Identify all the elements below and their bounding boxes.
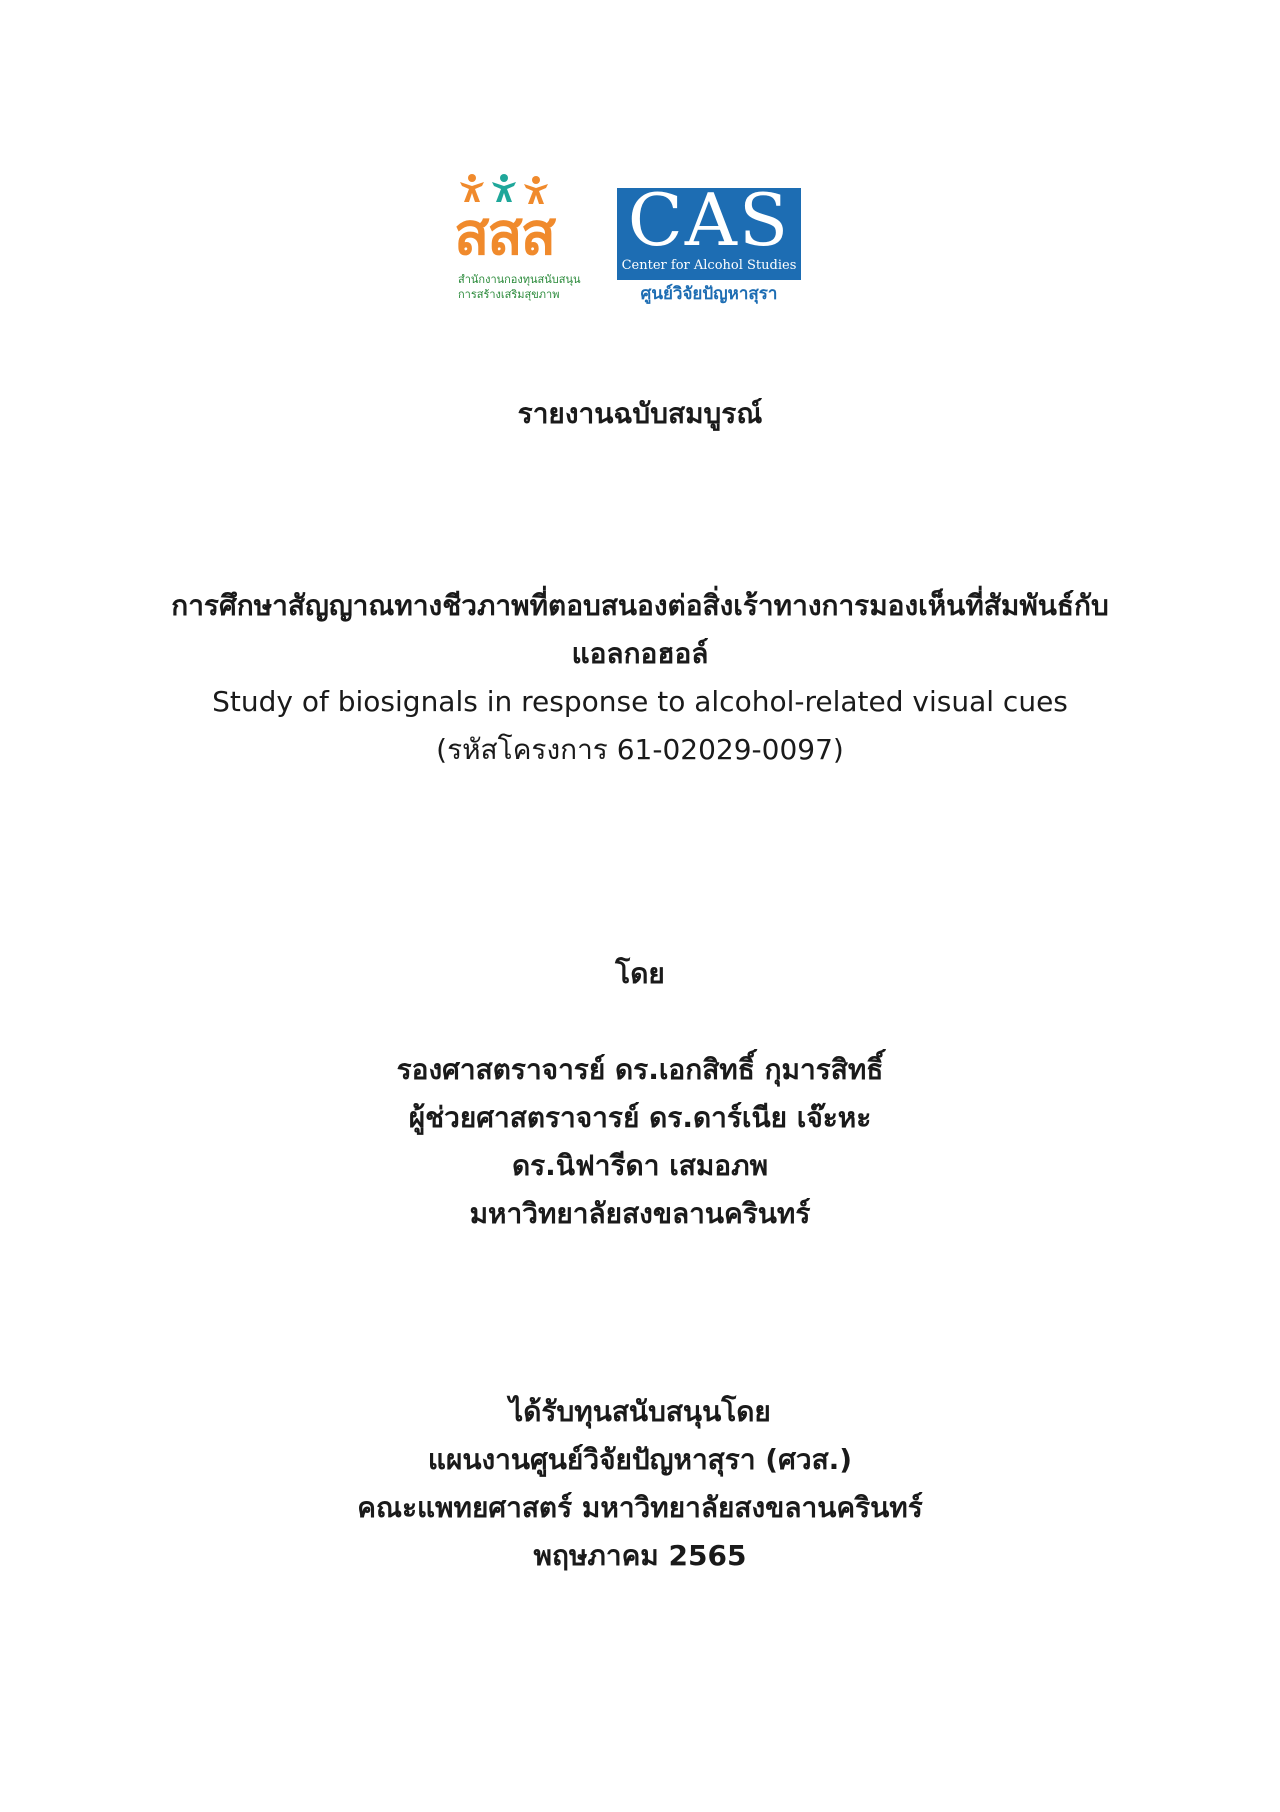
title-thai-line2: แอลกอฮอล์ — [571, 637, 709, 670]
sss-wordmark: สสส — [454, 200, 555, 268]
author-2: ผู้ช่วยศาสตราจารย์ ดร.ดาร์เนีย เจ๊ะหะ — [408, 1101, 872, 1134]
title-english: Study of biosignals in response to alcohol-related visual cues — [212, 685, 1068, 718]
project-code: (รหัสโครงการ 61-02029-0097) — [436, 733, 844, 766]
cas-thai-name: ศูนย์วิจัยปัญหาสุรา — [640, 284, 778, 304]
report-date: พฤษภาคม 2565 — [533, 1539, 747, 1572]
sss-logo — [452, 172, 602, 308]
funding-line1: แผนงานศูนย์วิจัยปัญหาสุรา (ศวส.) — [427, 1443, 853, 1476]
by-label: โดย — [615, 957, 665, 990]
funding-label: ได้รับทุนสนับสนุนโดย — [509, 1395, 771, 1428]
cas-english-name: Center for Alcohol Studies — [621, 258, 797, 273]
sss-subtitle-line1: สำนักงานกองทุนสนับสนุน — [458, 273, 581, 286]
author-3: ดร.นิฟารีดา เสมอภพ — [511, 1149, 769, 1182]
report-type: รายงานฉบับสมบูรณ์ — [517, 397, 763, 430]
sss-subtitle-line2: การสร้างเสริมสุขภาพ — [458, 288, 560, 301]
cas-wordmark: CAS — [627, 178, 791, 262]
title-thai-line1: การศึกษาสัญญาณทางชีวภาพที่ตอบสนองต่อสิ่งเร้าทางการมองเห็นที่สัมพันธ์กับ — [171, 589, 1109, 622]
author-1: รองศาสตราจารย์ ดร.เอกสิทธิ์ กุมารสิทธิ์ — [396, 1053, 884, 1086]
funding-line2: คณะแพทยศาสตร์ มหาวิทยาลัยสงขลานครินทร์ — [357, 1491, 923, 1524]
logo-row — [452, 172, 812, 312]
cas-logo — [617, 178, 801, 312]
author-affiliation: มหาวิทยาลัยสงขลานครินทร์ — [469, 1197, 811, 1230]
